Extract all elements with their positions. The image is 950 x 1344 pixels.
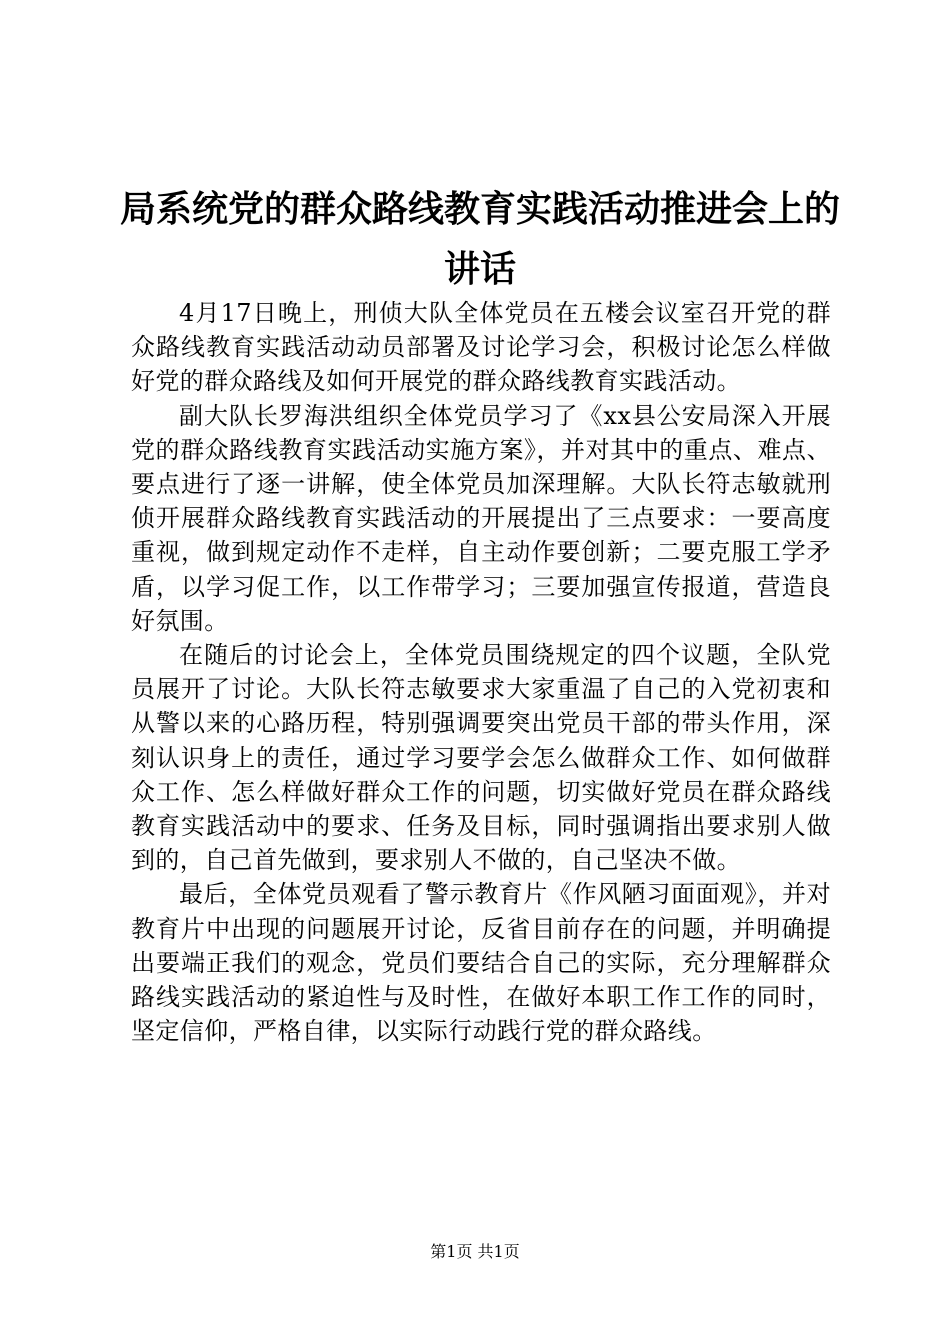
page-footer (0, 1242, 950, 1262)
paragraph-3: 在随后的讨论会上，全体党员围绕规定的四个议题，全队党员展开了讨论。大队长符志敏要求大家重温了自己的入党初衷和从警以来的心路历程，特别强调要突出党员干部的带头作用，深刻认识身上的责任，通过学习要学会怎么做群众工作、如何做群众工作、怎么样做好群众工作的问题，切实做好党员在群众路线教育实践活动中的要求、任务及目标，同时强调指出要求别人做到的，自己首先做到，要求别人不做的，自己坚决不做。 (131, 641, 831, 875)
title-line-2: 讲话 (443, 249, 516, 290)
title-line-1: 局系统党的群众路线教育实践活动推进会上的 (119, 189, 840, 230)
paragraph-1: 4月17日晚上，刑侦大队全体党员在五楼会议室召开党的群众路线教育实践活动动员部署及讨论学习会，积极讨论怎么样做好党的群众路线及如何开展党的群众路线教育实践活动。 (131, 299, 831, 396)
page-indicator: 第1页 共1页 (430, 1242, 520, 1261)
paragraph-4: 最后，全体党员观看了警示教育片《作风陋习面面观》，并对教育片中出现的问题展开讨论，反省目前存在的问题，并明确提出要端正我们的观念，党员们要结合自己的实际，充分理解群众路线实践活动的紧迫性与及时性，在做好本职工作工作的同时，坚定信仰，严格自律，以实际行动践行党的群众路线。 (131, 880, 831, 1046)
paragraph-2: 副大队长罗海洪组织全体党员学习了《xx县公安局深入开展党的群众路线教育实践活动实施方案》，并对其中的重点、难点、要点进行了逐一讲解，使全体党员加深理解。大队长符志敏就刑侦开展群众路线教育实践活动的开展提出了三点要求：一要高度重视，做到规定动作不走样，自主动作要创新；二要克服工学矛盾，以学习促工作，以工作带学习；三要加强宣传报道，营造良好氛围。 (131, 401, 831, 635)
document-body (131, 296, 831, 1048)
document-title (110, 180, 850, 300)
